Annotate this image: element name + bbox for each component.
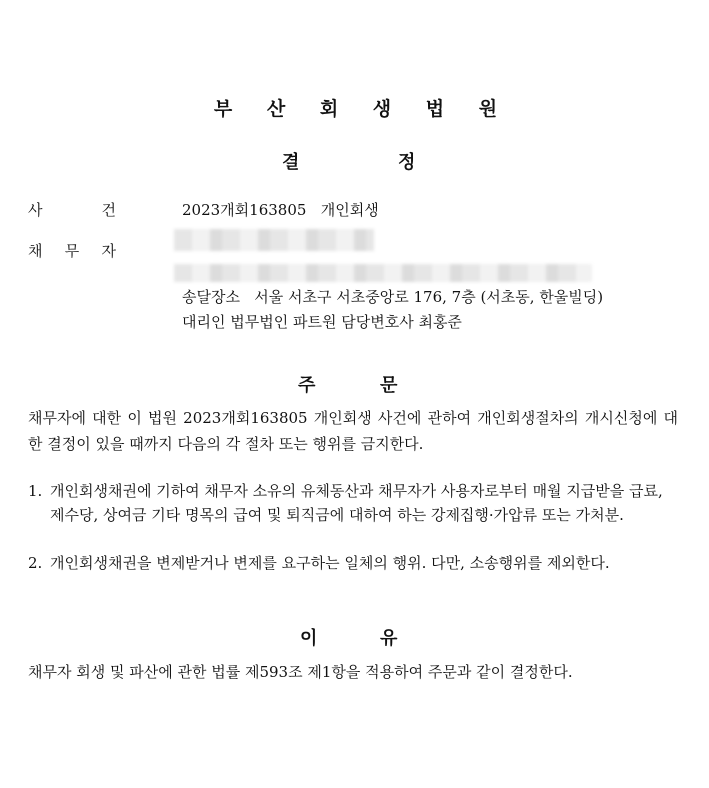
redacted-debtor-address xyxy=(174,264,592,282)
order-item-1: 1. 개인회생채권에 기하여 채무자 소유의 유체동산과 채무자가 사용자로부터 매월 지급받을 급료, 제수당, 상여금 기타 명목의 급여 및 퇴직금에 대하여 하는 강제집행·가압류 또는 가처분. xyxy=(28,482,663,524)
reason-heading-right: 유 xyxy=(380,628,398,649)
order-heading-right: 문 xyxy=(380,375,398,396)
agent-label: 대리인 xyxy=(182,313,226,331)
doc-type-left: 결 xyxy=(282,152,300,173)
order-intro: 채무자에 대한 이 법원 2023개회163805 개인회생 사건에 관하여 개인회생절차의 개시신청에 대한 결정이 있을 때까지 다음의 각 절차 또는 행위를 금지한다. xyxy=(28,409,678,453)
court-name: 부 산 회 생 법 원 xyxy=(213,98,512,120)
agent-line xyxy=(182,311,462,332)
debtor-label: 채 무 자 xyxy=(28,242,116,260)
case-label: 사 건 xyxy=(28,201,116,219)
reason-text: 채무자 회생 및 파산에 관한 법률 제593조 제1항을 적용하여 주문과 같이 결정한다. xyxy=(28,663,573,681)
service-address-label: 송달장소 xyxy=(182,288,240,306)
redacted-debtor-name xyxy=(174,229,374,251)
doc-type-right: 정 xyxy=(398,152,416,173)
order-item-2: 2. 개인회생채권을 변제받거나 변제를 요구하는 일체의 행위. 다만, 소송행위를 제외한다. xyxy=(28,554,610,572)
order-heading-left: 주 xyxy=(298,375,316,396)
case-number: 2023개회163805 개인회생 xyxy=(182,201,379,219)
reason-heading-left: 이 xyxy=(300,628,318,649)
service-address-value: 서울 서초구 서초중앙로 176, 7층 (서초동, 한울빌딩) xyxy=(254,288,604,306)
agent-value: 법무법인 파트원 담당변호사 최홍준 xyxy=(230,313,462,331)
service-address xyxy=(182,286,603,307)
